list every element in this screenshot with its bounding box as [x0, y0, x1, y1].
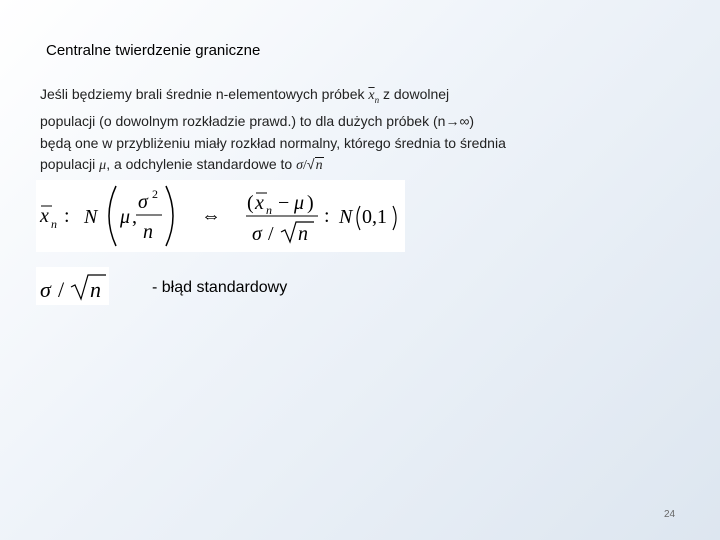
formula-right-paren	[166, 186, 173, 246]
formula-num-paren-close: )	[307, 192, 314, 214]
formula-num-mu: μ	[294, 192, 305, 214]
formula-den-slash: /	[268, 223, 274, 245]
se-sigma: σ	[40, 277, 51, 302]
formula-n-1: n	[143, 221, 153, 243]
clt-formula	[36, 180, 405, 252]
paragraph-line-1: Jeśli będziemy brali średnie n-elementowych próbek $\overline{x}_n$ z dowolnej	[40, 86, 450, 105]
formula-N-2: N	[339, 206, 353, 228]
paragraph-line-2: populacji (o dowolnym rozkładzie prawd.) to dla dużych próbek (n→∞)	[40, 113, 475, 130]
paragraph-line-4: populacji μ, a odchylenie standardowe to σ/√n	[40, 156, 323, 174]
sqrt-symbol: √	[306, 156, 315, 173]
slide-title: Centralne twierdzenie graniczne	[46, 42, 261, 59]
page-number: 24	[664, 509, 676, 520]
formula-iff: ⇔	[201, 205, 221, 227]
formula-num-sub-n: n	[266, 203, 272, 217]
sqrt-argument: n	[315, 158, 323, 174]
formula-num-x: x	[255, 192, 264, 214]
formula-left-paren	[109, 186, 116, 246]
formula-den-sigma: σ	[252, 223, 262, 245]
formula-zero-one: 0,1	[362, 206, 387, 228]
formula-mu: μ	[120, 206, 131, 228]
sigma-symbol: σ	[296, 158, 303, 174]
theorem-paragraph	[40, 84, 580, 177]
formula-sub-n: n	[51, 217, 57, 231]
paragraph-line-3: będą one w przybliżeniu miały rozkład normalny, którego średnia to średnia	[40, 134, 506, 151]
se-n: n	[90, 277, 101, 302]
formula-comma: ,	[132, 206, 137, 228]
se-slash: /	[58, 277, 65, 302]
sample-mean-symbol: $\overline{x}_n$	[368, 88, 380, 105]
formula-minus: −	[278, 192, 290, 214]
mu-symbol: μ	[99, 158, 107, 174]
standard-error-label: - błąd standardowy	[152, 279, 288, 296]
formula-sigma: σ	[138, 191, 148, 213]
formula-num-paren-open: (	[247, 192, 254, 214]
infinity-symbol: ∞	[459, 113, 470, 130]
formula-N-1: N	[84, 206, 98, 228]
arrow-symbol: →	[445, 113, 460, 130]
standard-error-formula	[36, 267, 109, 305]
formula-colon-1: :	[64, 205, 70, 227]
formula-den-n: n	[298, 223, 308, 245]
formula-square: 2	[152, 187, 158, 201]
formula-colon-2: :	[324, 205, 330, 227]
formula-x: x	[40, 205, 49, 227]
